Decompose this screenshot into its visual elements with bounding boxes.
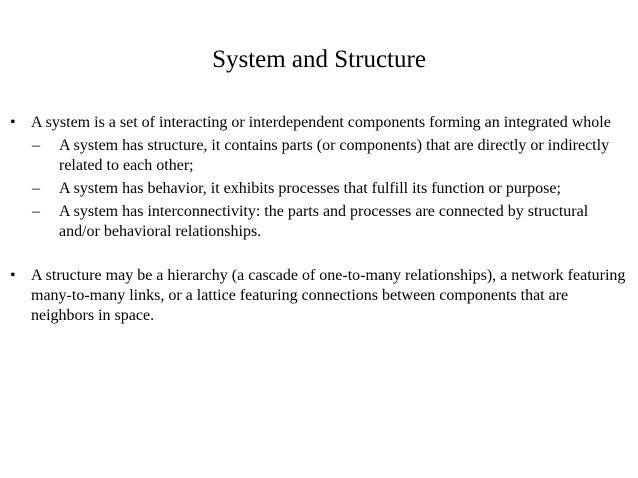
sub-bullet-marker: – — [32, 137, 40, 154]
bullet-structure-definition — [10, 266, 628, 326]
sub-bullet-text: A system has behavior, it exhibits processes that fulfill its function or purpose; — [59, 180, 561, 197]
bullet-marker: • — [10, 267, 16, 284]
sub-bullet-marker: – — [32, 180, 40, 197]
bullet-system-definition — [10, 113, 628, 133]
sub-bullet-interconnectivity — [10, 202, 628, 242]
sub-bullet-text: A system has structure, it contains parts (or components) that are directly or indirectly related to each other; — [59, 137, 610, 174]
slide-body — [10, 113, 628, 326]
sub-bullet-marker: – — [32, 203, 40, 220]
sub-bullet-structure — [10, 136, 628, 176]
bullet-text: A system is a set of interacting or interdependent components forming an integrated whole — [31, 114, 611, 131]
sub-bullet-text: A system has interconnectivity: the parts and processes are connected by structural and/or behavioral relationships. — [59, 203, 589, 240]
sub-bullet-behavior — [10, 179, 628, 199]
bullet-text: A structure may be a hierarchy (a cascade of one-to-many relationships), a network featuring many-to-many links, or a lattice featuring connections between components that are neighbors in space. — [31, 267, 626, 324]
slide-title: System and Structure — [212, 46, 426, 73]
bullet-marker: • — [10, 114, 16, 131]
